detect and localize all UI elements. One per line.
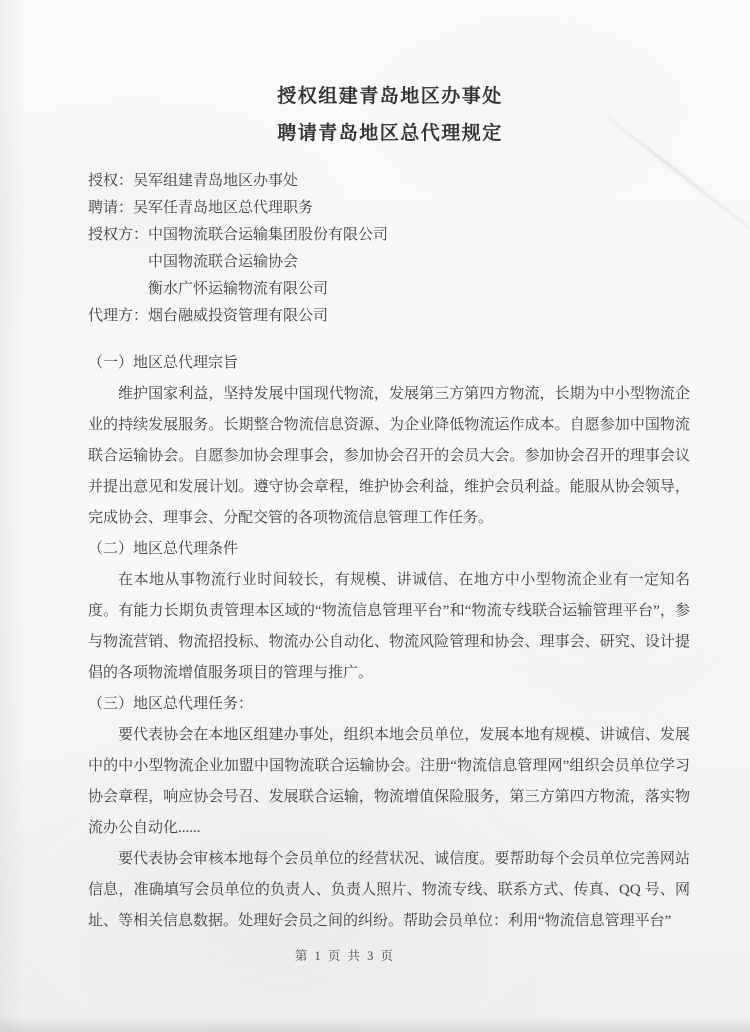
meta-value: 中国物流联合运输集团股份有限公司 — [148, 227, 389, 243]
title-line-2: 聘请青岛地区总代理规定 — [277, 123, 503, 144]
meta-label: 代理方： — [88, 308, 149, 324]
meta-line-authorizer-1 — [88, 222, 692, 249]
document-meta — [88, 168, 692, 330]
meta-value: 烟台融威投资管理有限公司 — [148, 308, 329, 324]
section-paragraph-3: 要代表协会在本地区组建办事处，组织本地会员单位，发展本地有规模、讲诚信、发展中的中小型物流企业加盟中国物流联合运输协会。注册“物流信息管理网”组织会员单位学习协会章程，响应协会号召、发展联合运输，物流增值保险服务，第三方第四方物流，落实物流办公自动化...... — [88, 727, 690, 836]
scan-shadow-bottom — [0, 1016, 750, 1032]
section-paragraph-2: 在本地从事物流行业时间较长，有规模、讲诚信、在地方中小型物流企业有一定知名度。有能力长期负责管理本区域的“物流信息管理平台”和“物流专线联合运输管理平台”，参与物流营销、物流招投标、物流办公自动化、物流风险管理和协会、理事会、研究、设计提倡的各项物流增值服务项目的管理与推广。 — [88, 572, 690, 681]
meta-line-authorizer-2 — [88, 249, 692, 276]
meta-value: 吴军组建青岛地区办事处 — [133, 173, 299, 189]
document-body — [88, 348, 690, 937]
section-heading-3: （三）地区总代理任务： — [88, 696, 254, 712]
meta-value: 衡水广怀运输物流有限公司 — [148, 281, 329, 297]
title-line-1: 授权组建青岛地区办事处 — [277, 86, 503, 107]
document-title — [88, 0, 692, 152]
section-paragraph-1: 维护国家利益，坚持发展中国现代物流，发展第三方第四方物流，长期为中小型物流企业的持续发展服务。长期整合物流信息资源、为企业降低物流运作成本。自愿参加中国物流联合运输协会。自愿参加协会理事会，参加协会召开的会员大会。参加协会召开的理事会议并提出意见和发展计划。遵守协会章程，维护协会利益，维护会员利益。能服从协会领导，完成协会、理事会、分配交管的各项物流信息管理工作任务。 — [88, 386, 690, 526]
scan-shadow-left — [0, 0, 26, 1032]
section-heading-1: （一）地区总代理宗旨 — [88, 355, 239, 371]
page-footer: 第 1 页 共 3 页 — [294, 949, 396, 963]
section-heading-2: （二）地区总代理条件 — [88, 541, 239, 557]
meta-value: 吴军任青岛地区总代理职务 — [133, 200, 314, 216]
meta-value: 中国物流联合运输协会 — [148, 254, 299, 270]
meta-line-agent — [88, 303, 692, 330]
meta-label: 授权： — [88, 173, 134, 189]
section-paragraph-4: 要代表协会审核本地每个会员单位的经营状况、诚信度。要帮助每个会员单位完善网站信息，准确填写会员单位的负责人、负责人照片、物流专线、联系方式、传真、QQ 号、网址、等相关信息数据。处理好会员之间的纠纷。帮助会员单位：利用“物流信息管理平台” — [88, 851, 690, 929]
meta-label: 聘请： — [88, 200, 134, 216]
meta-line-authorizer-3 — [88, 276, 692, 303]
meta-line-authorization — [88, 168, 692, 195]
meta-line-appointment — [88, 195, 692, 222]
meta-label: 授权方： — [88, 227, 149, 243]
